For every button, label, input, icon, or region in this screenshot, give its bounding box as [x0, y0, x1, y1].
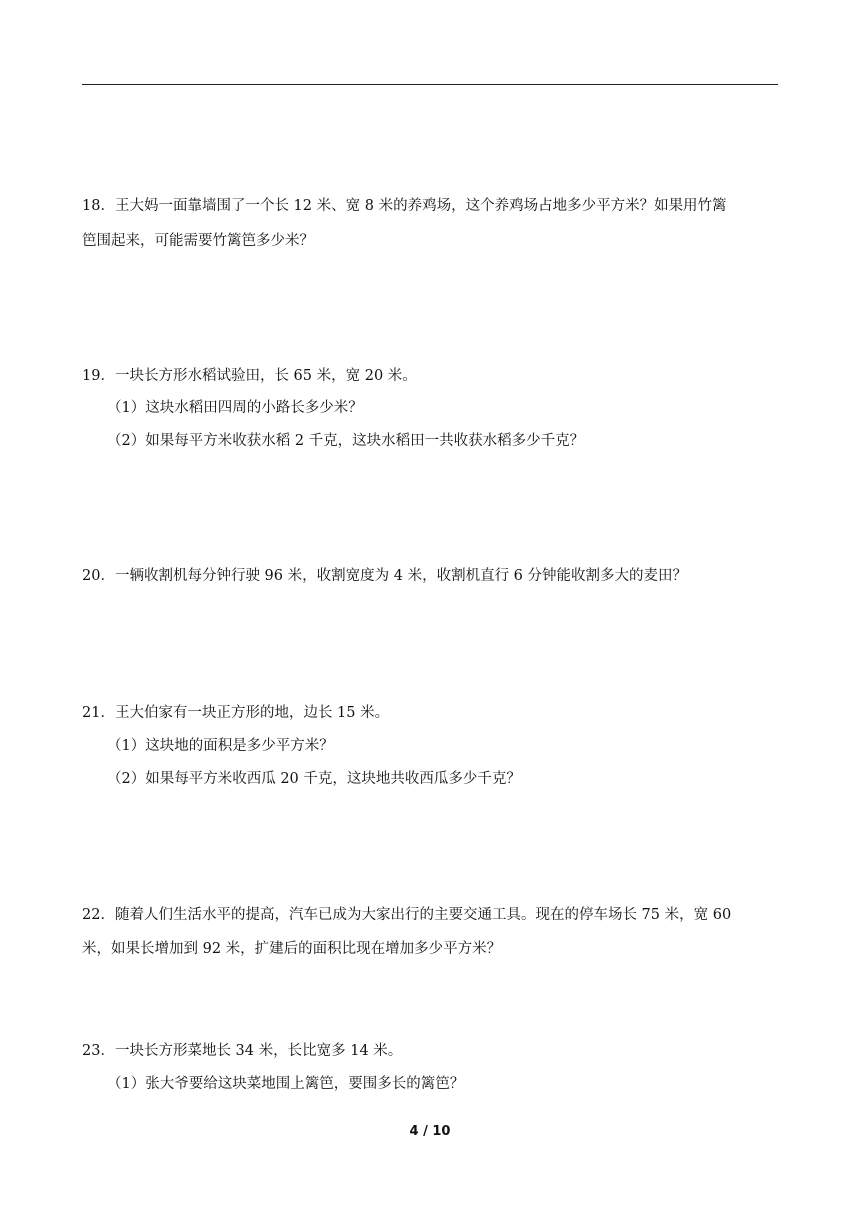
- question-23-line-1: 23．一块长方形菜地长 34 米，长比宽多 14 米。: [82, 1043, 403, 1059]
- question-number: 23．: [82, 1043, 115, 1059]
- question-18-line-2: 笆围起来，可能需要竹篱笆多少米？: [82, 233, 314, 249]
- question-19-sub-2: （2）如果每平方米收获水稻 2 千克，这块水稻田一共收获水稻多少千克？: [107, 433, 585, 449]
- question-21-sub-1: （1）这块地的面积是多少平方米？: [107, 738, 334, 754]
- question-18-line-1: 18．王大妈一面靠墙围了一个长 12 米、宽 8 米的养鸡场，这个养鸡场占地多少平方米？如果用竹篱: [82, 198, 727, 214]
- question-number: 21．: [82, 705, 115, 721]
- question-number: 20．: [82, 568, 115, 584]
- question-19-sub-1: （1）这块水稻田四周的小路长多少米？: [107, 400, 363, 416]
- question-20-line-1: 20．一辆收割机每分钟行驶 96 米，收割宽度为 4 米，收割机直行 6 分钟能收割多大的麦田？: [82, 568, 688, 584]
- question-number: 18．: [82, 198, 115, 214]
- question-23-sub-1: （1）张大爷要给这块菜地围上篱笆，要围多长的篱笆？: [107, 1076, 465, 1092]
- question-19-line-1: 19．一块长方形水稻试验田，长 65 米，宽 20 米。: [82, 368, 417, 384]
- question-22-line-1: 22．随着人们生活水平的提高，汽车已成为大家出行的主要交通工具。现在的停车场长 75 米，宽 60: [82, 907, 732, 923]
- question-number: 19．: [82, 368, 115, 384]
- question-number: 22．: [82, 907, 115, 923]
- question-21-sub-2: （2）如果每平方米收西瓜 20 千克，这块地共收西瓜多少千克？: [107, 771, 521, 787]
- header-rule: [82, 84, 778, 85]
- question-22-line-2: 米，如果长增加到 92 米，扩建后的面积比现在增加多少平方米？: [82, 941, 502, 957]
- question-21-line-1: 21．王大伯家有一块正方形的地，边长 15 米。: [82, 705, 390, 721]
- page-number: 4 / 10: [409, 1124, 451, 1139]
